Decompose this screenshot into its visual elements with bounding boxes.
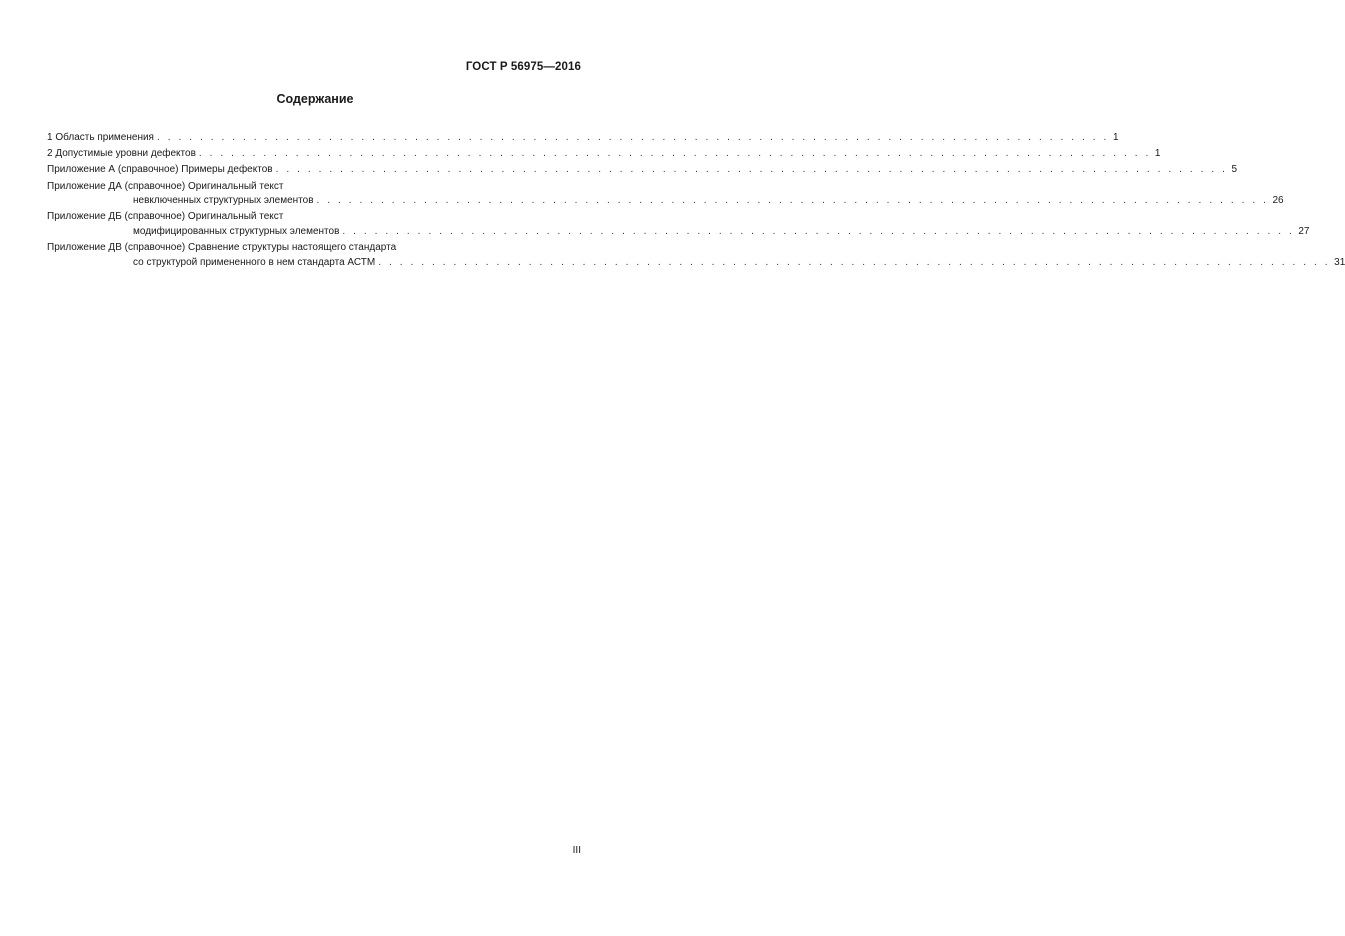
toc-leader-dots: . . . . . . . . . . . . . . . . . . . . . . . . . . . . . . . . . . . . . . . . . . . . . . . . . . . . . . . . . . . . . . . . . . . . . . . . . . . . . . . . . . . . . . . . . bbox=[275, 164, 1228, 176]
toc-entry-label-continued: со структурой примененного в нем стандарта АСТМ bbox=[133, 256, 376, 268]
standard-code: ГОСТ Р 56975—2016 bbox=[465, 61, 581, 73]
toc-leader-dots: . . . . . . . . . . . . . . . . . . . . . . . . . . . . . . . . . . . . . . . . . . . . . . . . . . . . . . . . . . . . . . . . . . . . . . . . . . . . . . . . . . . . . . . . . bbox=[316, 195, 1269, 207]
toc-entry-label: 2 Допустимые уровни дефектов bbox=[47, 148, 196, 160]
toc-entry-appendix-db[interactable] bbox=[47, 210, 1310, 239]
toc-entry-page: 1 bbox=[1154, 148, 1161, 160]
toc-entry-scope[interactable] bbox=[47, 131, 1119, 146]
toc-leader-dots: . . . . . . . . . . . . . . . . . . . . . . . . . . . . . . . . . . . . . . . . . . . . . . . . . . . . . . . . . . . . . . . . . . . . . . . . . . . . . . . . . . . . . . . . . bbox=[198, 148, 1151, 160]
toc-entry-page: 26 bbox=[1272, 195, 1284, 207]
page-number: III bbox=[572, 845, 581, 856]
toc-leader-dots: . . . . . . . . . . . . . . . . . . . . . . . . . . . . . . . . . . . . . . . . . . . . . . . . . . . . . . . . . . . . . . . . . . . . . . . . . . . . . . . . . . . . . . . . . bbox=[378, 256, 1331, 268]
toc-entry-appendix-da[interactable] bbox=[47, 180, 1284, 209]
toc-entry-appendix-a[interactable] bbox=[47, 163, 1238, 178]
toc-entry-page: 5 bbox=[1231, 164, 1238, 176]
toc-entry-defect-levels[interactable] bbox=[47, 147, 1161, 162]
toc-entry-label: Приложение ДА (справочное) Оригинальный текст bbox=[47, 180, 284, 192]
toc-leader-dots: . . . . . . . . . . . . . . . . . . . . . . . . . . . . . . . . . . . . . . . . . . . . . . . . . . . . . . . . . . . . . . . . . . . . . . . . . . . . . . . . . . . . . . . . . bbox=[156, 132, 1109, 143]
toc-entry-label: 1 Область применения bbox=[47, 132, 154, 143]
toc-leader-dots: . . . . . . . . . . . . . . . . . . . . . . . . . . . . . . . . . . . . . . . . . . . . . . . . . . . . . . . . . . . . . . . . . . . . . . . . . . . . . . . . . . . . . . . . . bbox=[342, 225, 1295, 237]
toc-entry-label: Приложение ДБ (справочное) Оригинальный текст bbox=[47, 211, 284, 223]
toc-entry-label: Приложение ДВ (справочное) Сравнение структуры настоящего стандарта bbox=[47, 242, 397, 254]
toc-entry-label-continued: модифицированных структурных элементов bbox=[133, 225, 340, 237]
page-title: Содержание bbox=[276, 92, 354, 106]
toc-entry-label-continued: невключенных структурных элементов bbox=[133, 195, 314, 207]
table-of-contents bbox=[47, 131, 1345, 272]
toc-entry-appendix-dv[interactable] bbox=[47, 241, 1345, 270]
toc-entry-page: 31 bbox=[1334, 256, 1345, 268]
toc-entry-page: 1 bbox=[1112, 132, 1119, 143]
toc-entry-page: 27 bbox=[1298, 225, 1310, 237]
toc-entry-label: Приложение А (справочное) Примеры дефектов bbox=[47, 164, 273, 176]
